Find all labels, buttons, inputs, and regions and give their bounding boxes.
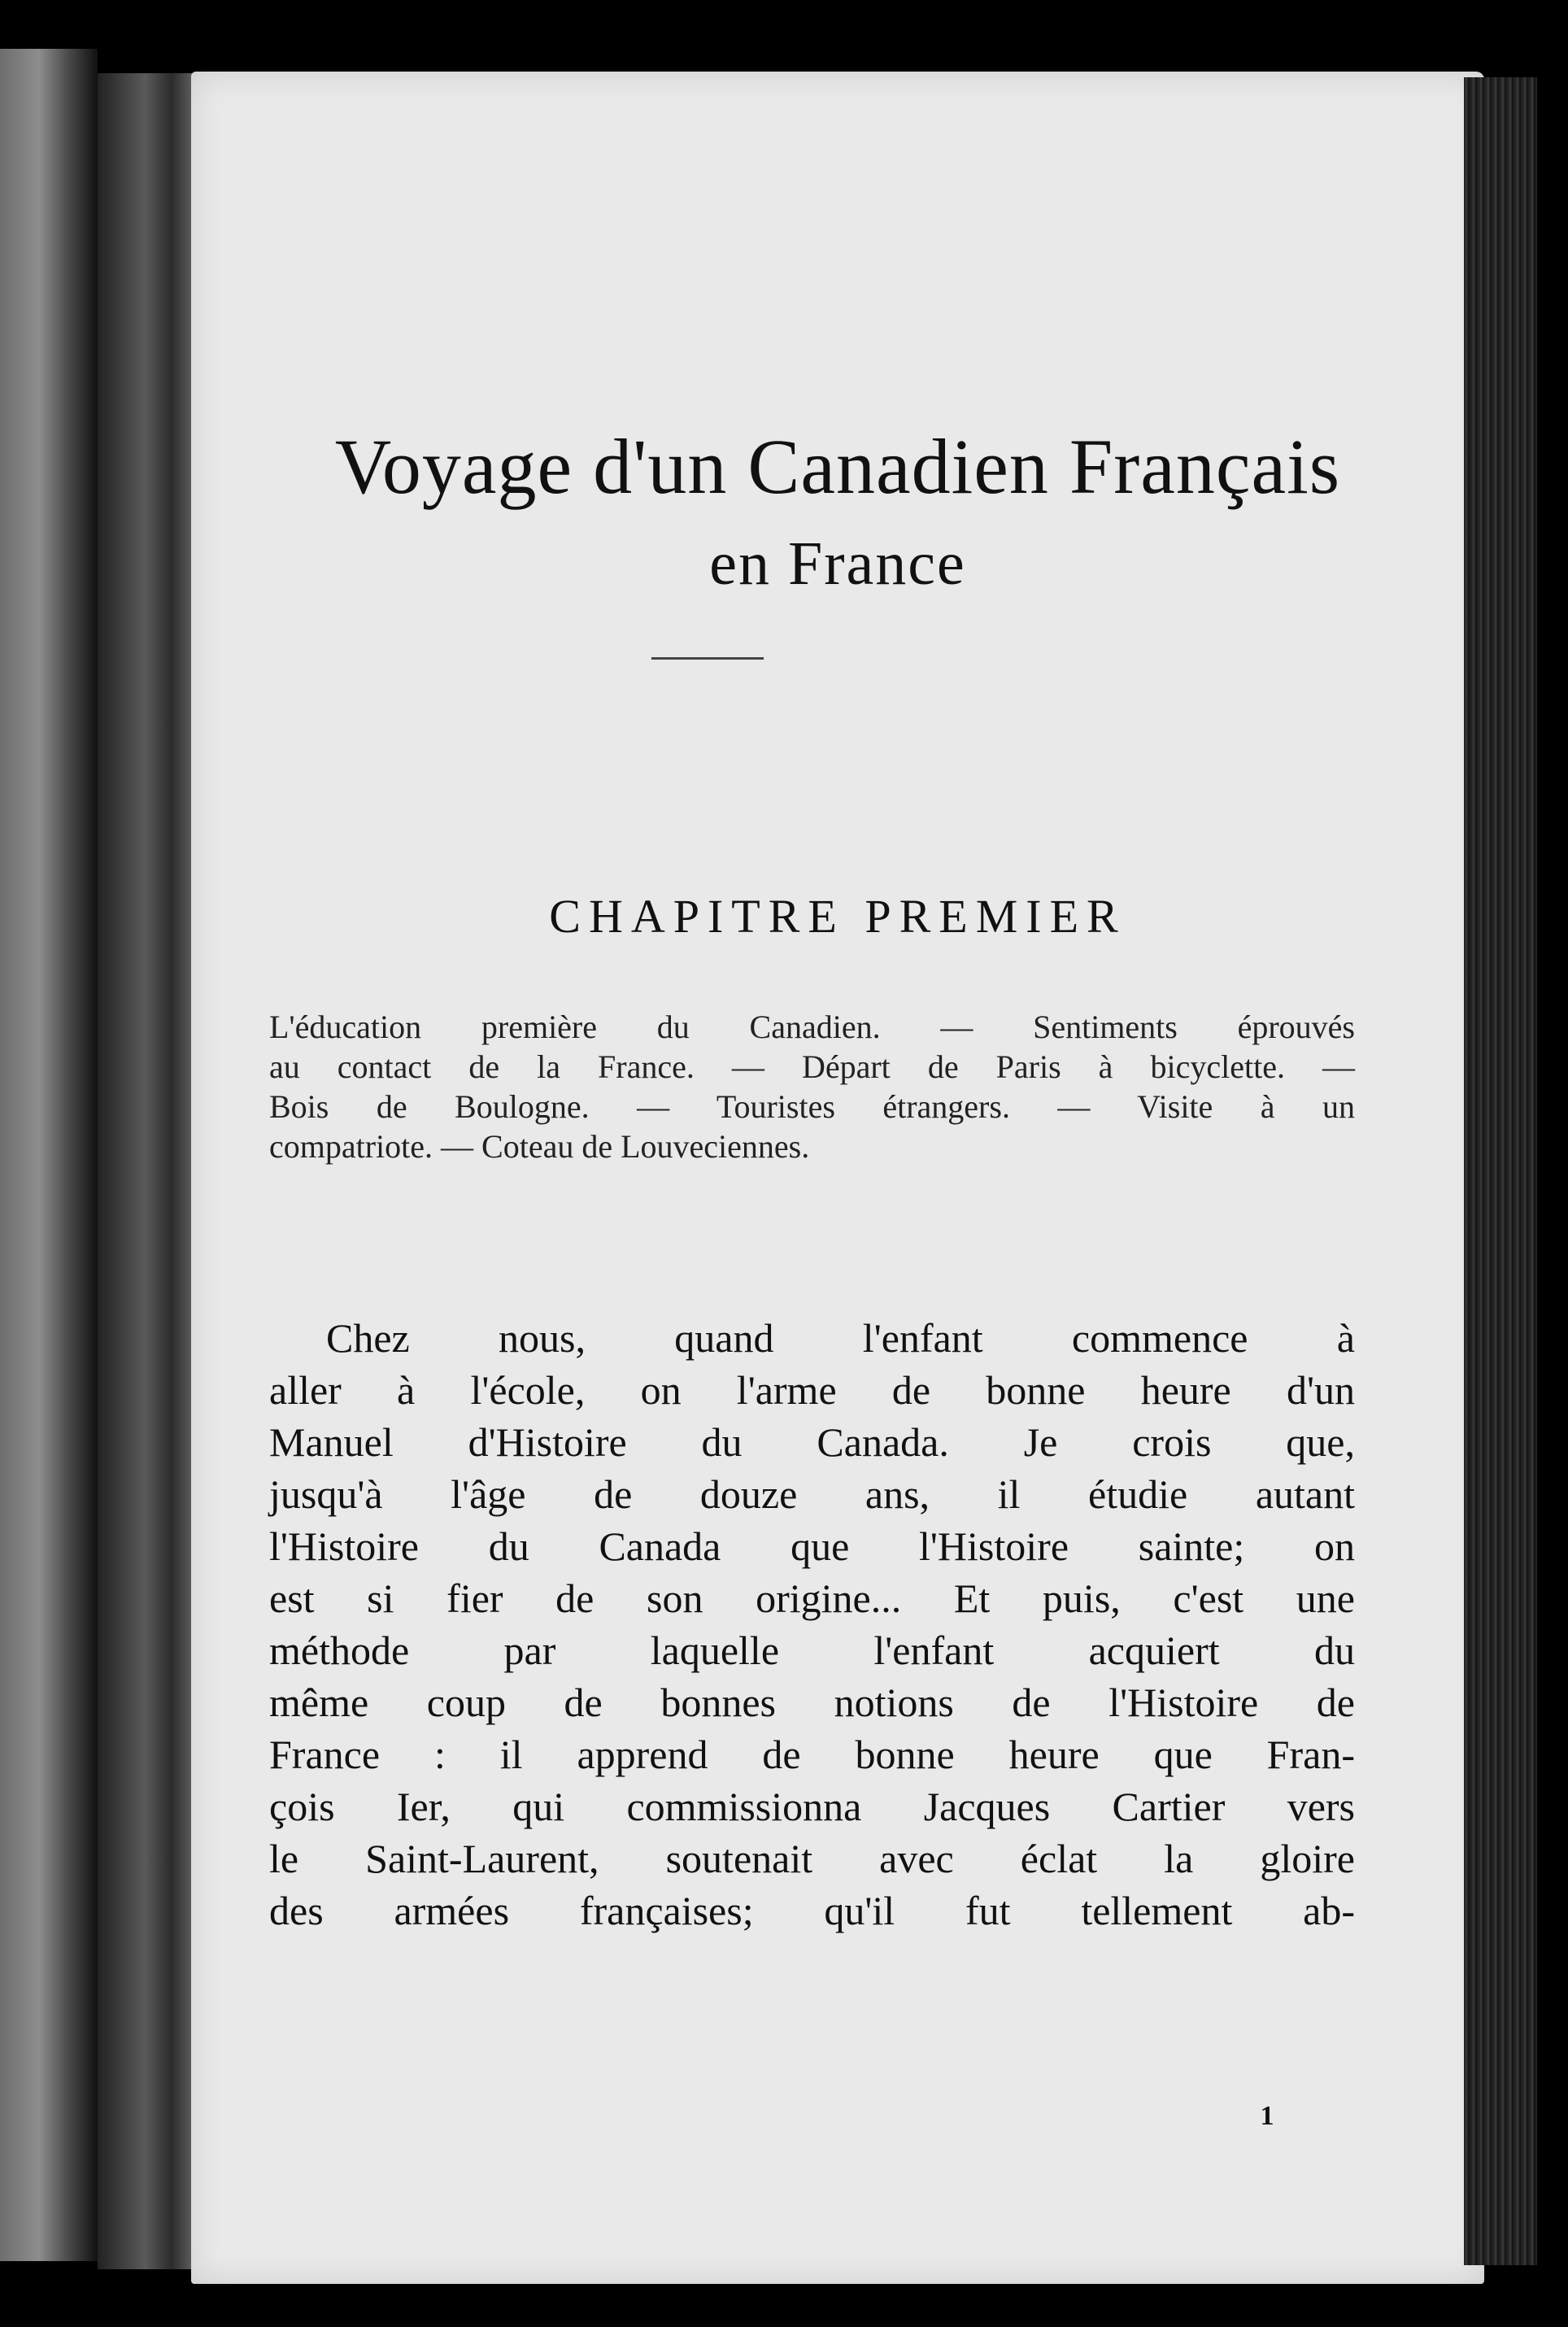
body-paragraph — [269, 1312, 1355, 1937]
body-line: l'Histoire du Canada que l'Histoire sainte; on — [269, 1523, 1355, 1569]
book-spine-shadow — [98, 73, 203, 2269]
summary-line: au contact de la France. — Départ de Paris à bicyclette. — — [269, 1048, 1355, 1085]
page-content — [191, 72, 1484, 2284]
title-divider — [651, 657, 764, 660]
book-page — [191, 72, 1484, 2284]
body-line: le Saint-Laurent, soutenait avec éclat la gloire — [269, 1836, 1355, 1881]
body-line: Chez nous, quand l'enfant commence à — [326, 1315, 1355, 1361]
page-number: 1 — [1260, 2101, 1274, 2131]
body-line: jusqu'à l'âge de douze ans, il étudie autant — [269, 1471, 1355, 1517]
chapter-summary — [269, 1007, 1355, 1166]
book-title: Voyage d'un Canadien Français — [334, 423, 1341, 510]
body-line: aller à l'école, on l'arme de bonne heure d'un — [269, 1367, 1355, 1413]
chapter-heading: CHAPITRE PREMIER — [549, 890, 1126, 943]
body-line: France : il apprend de bonne heure que Fran- — [269, 1732, 1355, 1777]
page-edges — [1464, 77, 1537, 2265]
book-title-subline: en France — [709, 529, 966, 598]
body-line: Manuel d'Histoire du Canada. Je crois que, — [269, 1419, 1355, 1465]
summary-line: L'éducation première du Canadien. — Sentiments éprouvés — [269, 1009, 1355, 1045]
body-line: est si fier de son origine... Et puis, c'est une — [269, 1575, 1355, 1621]
body-line: même coup de bonnes notions de l'Histoire de — [269, 1680, 1355, 1725]
body-line: des armées françaises; qu'il fut tellement ab- — [269, 1888, 1355, 1933]
body-line: méthode par laquelle l'enfant acquiert du — [269, 1628, 1355, 1673]
left-gutter — [0, 49, 98, 2261]
body-line: çois Ier, qui commissionna Jacques Cartier vers — [269, 1784, 1355, 1829]
summary-line: compatriote. — Coteau de Louveciennes. — [269, 1128, 810, 1165]
summary-line: Bois de Boulogne. — Touristes étrangers. — Visite à un — [269, 1088, 1355, 1125]
